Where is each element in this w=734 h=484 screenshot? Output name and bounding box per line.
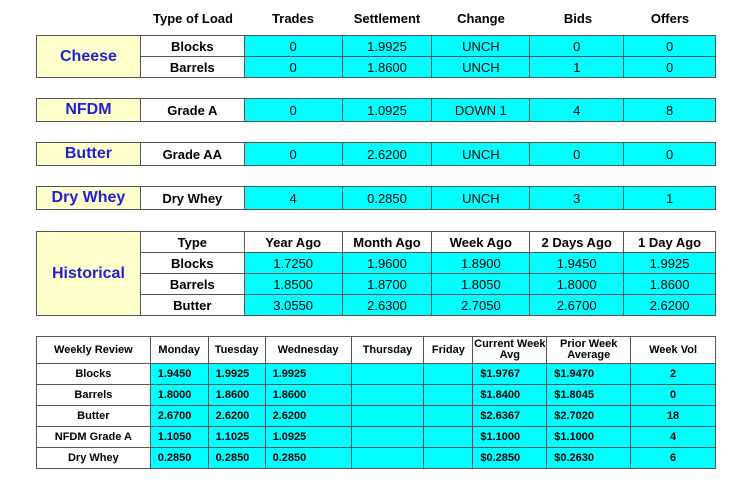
nfdm-load: Grade A — [140, 99, 244, 122]
weekly-cell — [424, 406, 473, 427]
historical-cell: 2.7050 — [432, 295, 530, 316]
historical-header: Week Ago — [432, 232, 530, 253]
nfdm-settlement: 1.0925 — [342, 99, 432, 122]
butter-load: Grade AA — [140, 143, 244, 166]
historical-cell: 1.7250 — [244, 253, 342, 274]
historical-cell: 1.9450 — [530, 253, 624, 274]
weekly-cell: 1.8600 — [265, 385, 351, 406]
historical-cell: 1.8500 — [244, 274, 342, 295]
historical-header: Year Ago — [244, 232, 342, 253]
cheese-blocks-settlement: 1.9925 — [342, 36, 432, 57]
weekly-cell: $0.2850 — [473, 448, 547, 469]
weekly-product: Butter — [37, 406, 151, 427]
header-type-of-load: Type of Load — [153, 11, 233, 26]
cheese-label: Cheese — [37, 36, 141, 78]
butter-offers: 0 — [624, 143, 716, 166]
weekly-product: NFDM Grade A — [37, 427, 151, 448]
nfdm-change: DOWN 1 — [432, 99, 530, 122]
weekly-cell: $0.2630 — [547, 448, 631, 469]
weekly-cell: 1.9450 — [150, 364, 208, 385]
weekly-cell: $2.6367 — [473, 406, 547, 427]
historical-label: Historical — [37, 232, 141, 316]
historical-cell: 1.9600 — [342, 253, 432, 274]
weekly-header: Weekly Review — [37, 337, 151, 364]
weekly-cell — [351, 406, 424, 427]
weekly-header: Week Vol — [631, 337, 716, 364]
butter-table — [36, 142, 716, 166]
cheese-blocks-load: Blocks — [140, 36, 244, 57]
historical-type: Butter — [140, 295, 244, 316]
weekly-cell — [351, 385, 424, 406]
weekly-cell: 4 — [631, 427, 716, 448]
cheese-barrels-trades: 0 — [244, 57, 342, 78]
butter-bids: 0 — [530, 143, 624, 166]
drywhey-label: Dry Whey — [37, 187, 141, 210]
weekly-header: Current Week Avg — [473, 337, 547, 364]
weekly-cell: 1.0925 — [265, 427, 351, 448]
weekly-product: Barrels — [37, 385, 151, 406]
weekly-cell — [351, 364, 424, 385]
historical-header: 2 Days Ago — [530, 232, 624, 253]
butter-settlement: 2.6200 — [342, 143, 432, 166]
historical-cell: 1.8900 — [432, 253, 530, 274]
header-trades: Trades — [272, 11, 314, 26]
weekly-cell: 1.1025 — [208, 427, 265, 448]
drywhey-bids: 3 — [530, 187, 624, 210]
butter-trades: 0 — [244, 143, 342, 166]
weekly-cell — [424, 448, 473, 469]
weekly-cell — [351, 448, 424, 469]
historical-header: Month Ago — [342, 232, 432, 253]
weekly-header: Monday — [150, 337, 208, 364]
weekly-cell: 2.6700 — [150, 406, 208, 427]
cheese-blocks-trades: 0 — [244, 36, 342, 57]
header-settlement: Settlement — [353, 11, 421, 26]
header-offers: Offers — [650, 11, 690, 26]
weekly-cell — [424, 385, 473, 406]
nfdm-offers: 8 — [624, 99, 716, 122]
cheese-blocks-bids: 0 — [530, 36, 624, 57]
weekly-product: Blocks — [37, 364, 151, 385]
weekly-cell: 2.6200 — [265, 406, 351, 427]
weekly-cell: 0.2850 — [150, 448, 208, 469]
weekly-cell: 6 — [631, 448, 716, 469]
drywhey-trades: 4 — [244, 187, 342, 210]
weekly-header: Prior Week Average — [547, 337, 631, 364]
weekly-cell: 1.8000 — [150, 385, 208, 406]
weekly-cell: $1.8400 — [473, 385, 547, 406]
header-bids: Bids — [563, 11, 593, 26]
drywhey-settlement: 0.2850 — [342, 187, 432, 210]
weekly-cell: 0.2850 — [208, 448, 265, 469]
historical-table — [36, 231, 716, 316]
weekly-header: Wednesday — [265, 337, 351, 364]
weekly-cell: $1.1000 — [547, 427, 631, 448]
historical-cell: 2.6700 — [530, 295, 624, 316]
historical-type: Barrels — [140, 274, 244, 295]
butter-change: UNCH — [432, 143, 530, 166]
nfdm-bids: 4 — [530, 99, 624, 122]
historical-cell: 1.9925 — [624, 253, 716, 274]
historical-cell: 1.8000 — [530, 274, 624, 295]
weekly-cell — [424, 364, 473, 385]
weekly-cell: 2.6200 — [208, 406, 265, 427]
weekly-cell: $1.9767 — [473, 364, 547, 385]
historical-header: 1 Day Ago — [624, 232, 716, 253]
historical-cell: 1.8700 — [342, 274, 432, 295]
cheese-barrels-bids: 1 — [530, 57, 624, 78]
historical-cell: 2.6300 — [342, 295, 432, 316]
cheese-barrels-offers: 0 — [624, 57, 716, 78]
drywhey-load: Dry Whey — [140, 187, 244, 210]
historical-cell: 2.6200 — [624, 295, 716, 316]
weekly-header: Friday — [424, 337, 473, 364]
historical-cell: 3.0550 — [244, 295, 342, 316]
weekly-header: Tuesday — [208, 337, 265, 364]
nfdm-table — [36, 98, 716, 122]
weekly-cell: 1.9925 — [265, 364, 351, 385]
weekly-cell: 1.8600 — [208, 385, 265, 406]
historical-cell: 1.8600 — [624, 274, 716, 295]
cheese-barrels-load: Barrels — [140, 57, 244, 78]
weekly-cell: 18 — [631, 406, 716, 427]
weekly-cell: $1.1000 — [473, 427, 547, 448]
weekly-header: Thursday — [351, 337, 424, 364]
weekly-cell — [351, 427, 424, 448]
drywhey-table — [36, 186, 716, 210]
weekly-cell: 1.1050 — [150, 427, 208, 448]
weekly-cell: $1.8045 — [547, 385, 631, 406]
weekly-cell: 0.2850 — [265, 448, 351, 469]
cheese-blocks-change: UNCH — [432, 36, 530, 57]
cheese-barrels-settlement: 1.8600 — [342, 57, 432, 78]
weekly-cell: 2 — [631, 364, 716, 385]
nfdm-trades: 0 — [244, 99, 342, 122]
butter-label: Butter — [37, 143, 141, 166]
historical-type: Blocks — [140, 253, 244, 274]
weekly-cell: $2.7020 — [547, 406, 631, 427]
weekly-cell: 0 — [631, 385, 716, 406]
nfdm-label: NFDM — [37, 99, 141, 122]
weekly-product: Dry Whey — [37, 448, 151, 469]
cheese-table — [36, 35, 716, 78]
historical-cell: 1.8050 — [432, 274, 530, 295]
weekly-cell: 1.9925 — [208, 364, 265, 385]
weekly-review-table — [36, 336, 716, 469]
drywhey-offers: 1 — [624, 187, 716, 210]
header-change: Change — [457, 11, 505, 26]
cheese-blocks-offers: 0 — [624, 36, 716, 57]
cheese-barrels-change: UNCH — [432, 57, 530, 78]
weekly-cell: $1.9470 — [547, 364, 631, 385]
drywhey-change: UNCH — [432, 187, 530, 210]
weekly-cell — [424, 427, 473, 448]
historical-header: Type — [140, 232, 244, 253]
